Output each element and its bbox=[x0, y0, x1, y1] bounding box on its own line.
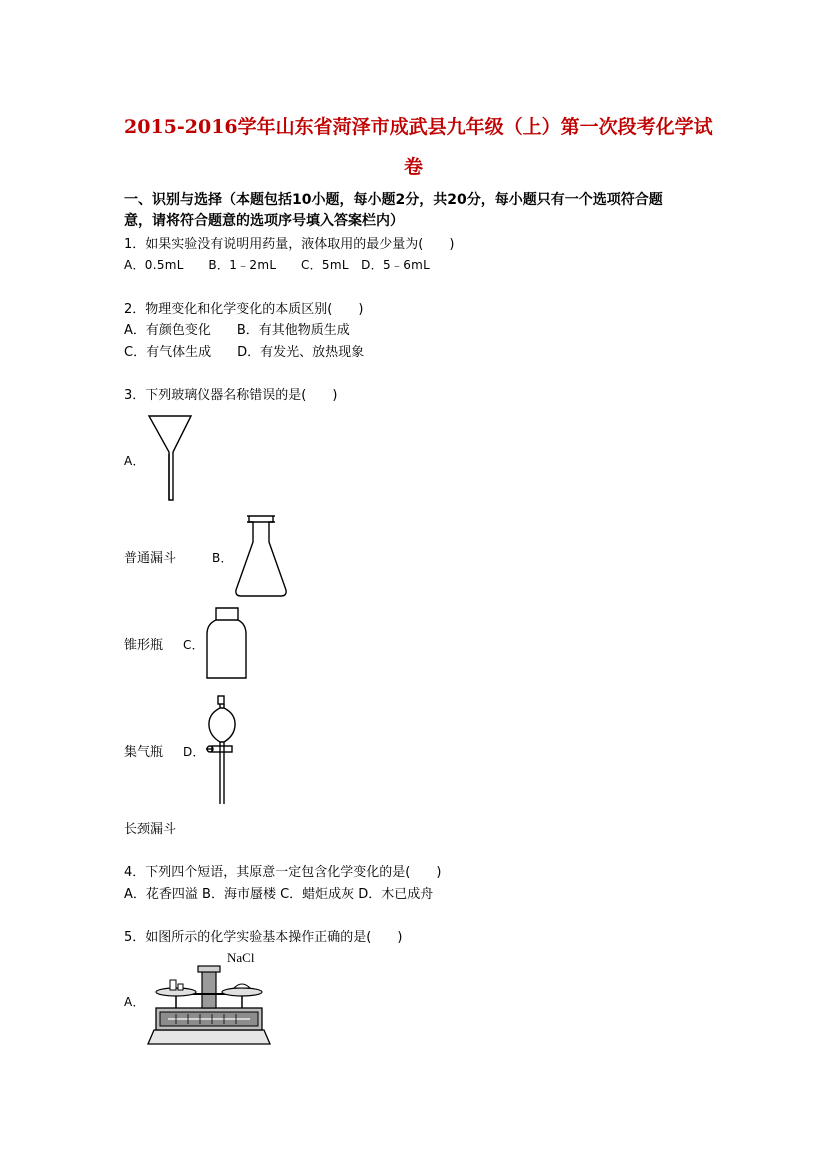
question-3-option-d-label: D． bbox=[183, 745, 205, 759]
document-title-line2: 卷 bbox=[404, 156, 424, 178]
question-3-option-b-name: 锥形瓶 bbox=[124, 638, 164, 653]
gas-jar-icon bbox=[204, 606, 250, 682]
question-5-stem: 5．如图所示的化学实验基本操作正确的是( ) bbox=[124, 930, 403, 945]
document-title-line1: 2015-2016学年山东省菏泽市成武县九年级（上）第一次段考化学试 bbox=[124, 116, 713, 138]
section-heading-line2: 意，请将符合题意的选项序号填入答案栏内） bbox=[124, 213, 404, 229]
separatory-funnel-icon bbox=[204, 694, 240, 806]
balance-icon bbox=[146, 964, 272, 1050]
question-2-options-line1: A．有颜色变化 B．有其他物质生成 bbox=[124, 323, 350, 338]
question-3-stem: 3．下列玻璃仪器名称错误的是( ) bbox=[124, 388, 338, 403]
question-3-option-c-label: C． bbox=[183, 638, 204, 652]
question-1-options: A．0.5mL B．1﹣2mL C．5mL D．5﹣6mL bbox=[124, 258, 431, 272]
question-4-stem: 4．下列四个短语，其原意一定包含化学变化的是( ) bbox=[124, 865, 442, 880]
nacl-label: NaCl bbox=[227, 950, 255, 965]
question-3-option-a-name: 普通漏斗 bbox=[124, 551, 177, 566]
question-4-options: A．花香四溢 B．海市蜃楼 C．蜡炬成灰 D．木已成舟 bbox=[124, 887, 434, 902]
question-3-option-c-name: 集气瓶 bbox=[124, 745, 164, 760]
question-3-option-d-name: 长颈漏斗 bbox=[124, 822, 177, 837]
question-3-option-a-label: A． bbox=[124, 454, 145, 468]
funnel-icon bbox=[146, 414, 196, 504]
section-heading-line1: 一、识别与选择（本题包括10小题，每小题2分，共20分，每小题只有一个选项符合题 bbox=[124, 192, 663, 208]
question-2-options-line2: C．有气体生成 D．有发光、放热现象 bbox=[124, 345, 365, 360]
question-2-stem: 2．物理变化和化学变化的本质区别( ) bbox=[124, 302, 364, 317]
question-1-stem: 1．如果实验没有说明用药量，液体取用的最少量为( ) bbox=[124, 237, 455, 252]
conical-flask-icon bbox=[233, 514, 289, 600]
question-5-option-a-label: A． bbox=[124, 995, 145, 1009]
question-3-option-b-label: B． bbox=[212, 551, 233, 565]
